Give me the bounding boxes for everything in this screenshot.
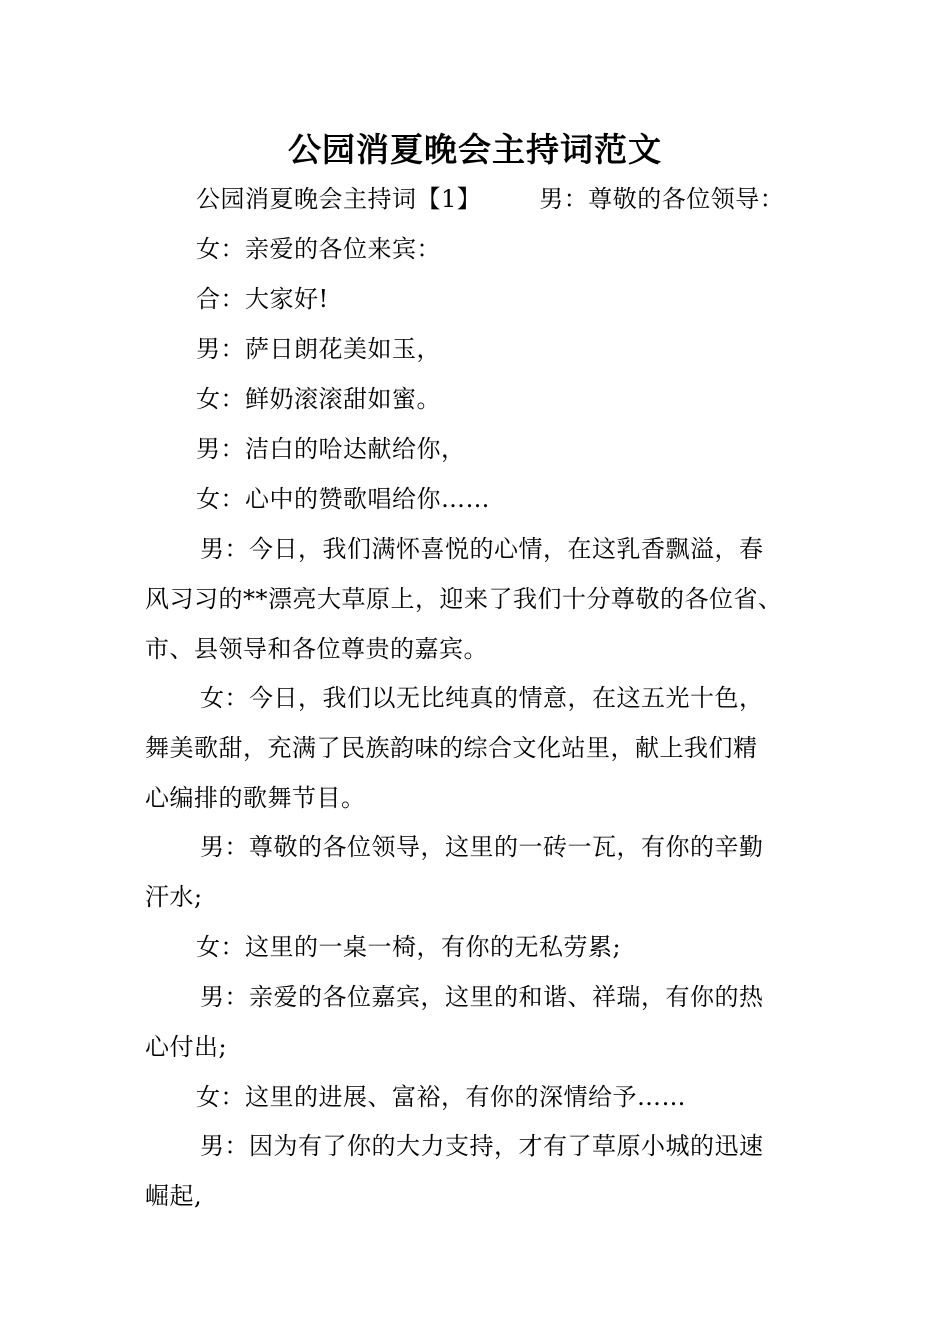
document-title: 公园消夏晚会主持词范文 [288,130,662,169]
paragraph-line: 汗水; [145,883,203,911]
paragraph-line: 崛起, [145,1182,203,1210]
paragraph-line: 女：鲜奶滚滚甜如蜜。 [196,385,441,413]
paragraph-line: 男：因为有了你的大力支持，才有了草原小城的迅速 [200,1132,764,1160]
paragraph-line: 男：洁白的哈达献给你， [196,435,466,463]
paragraph-line: 心编排的歌舞节目。 [145,784,366,812]
paragraph-line: 心付出; [145,1033,228,1061]
paragraph-line [196,174,784,224]
paragraph-line: 合：大家好! [196,285,329,313]
paragraph-line: 女：这里的一桌一椅，有你的无私劳累; [196,933,622,961]
paragraph-line: 女：这里的进展、富裕，有你的深情给予…… [196,1083,686,1111]
paragraph-line: 男：亲爱的各位嘉宾，这里的和谐、祥瑞，有你的热 [200,983,764,1011]
paragraph-line: 风习习的**漂亮大草原上，迎来了我们十分尊敬的各位省、 [145,585,783,613]
paragraph-line: 市、县领导和各位尊贵的嘉宾。 [145,635,488,663]
section-heading: 公园消夏晚会主持词【1】 [196,185,482,213]
paragraph-line: 男：今日，我们满怀喜悦的心情，在这乳香飘溢，春 [200,535,764,563]
paragraph-line: 舞美歌甜，充满了民族韵味的综合文化站里，献上我们精 [145,734,758,762]
paragraph-line: 女：心中的赞歌唱给你…… [196,485,490,513]
speaker-line: 男：尊敬的各位领导： [539,185,785,213]
paragraph-line: 女：今日，我们以无比纯真的情意，在这五光十色， [200,684,764,712]
paragraph-line: 男：萨日朗花美如玉， [196,335,441,363]
paragraph-line: 男：尊敬的各位领导，这里的一砖一瓦，有你的辛勤 [200,833,764,861]
paragraph-line: 女：亲爱的各位来宾： [196,235,441,263]
